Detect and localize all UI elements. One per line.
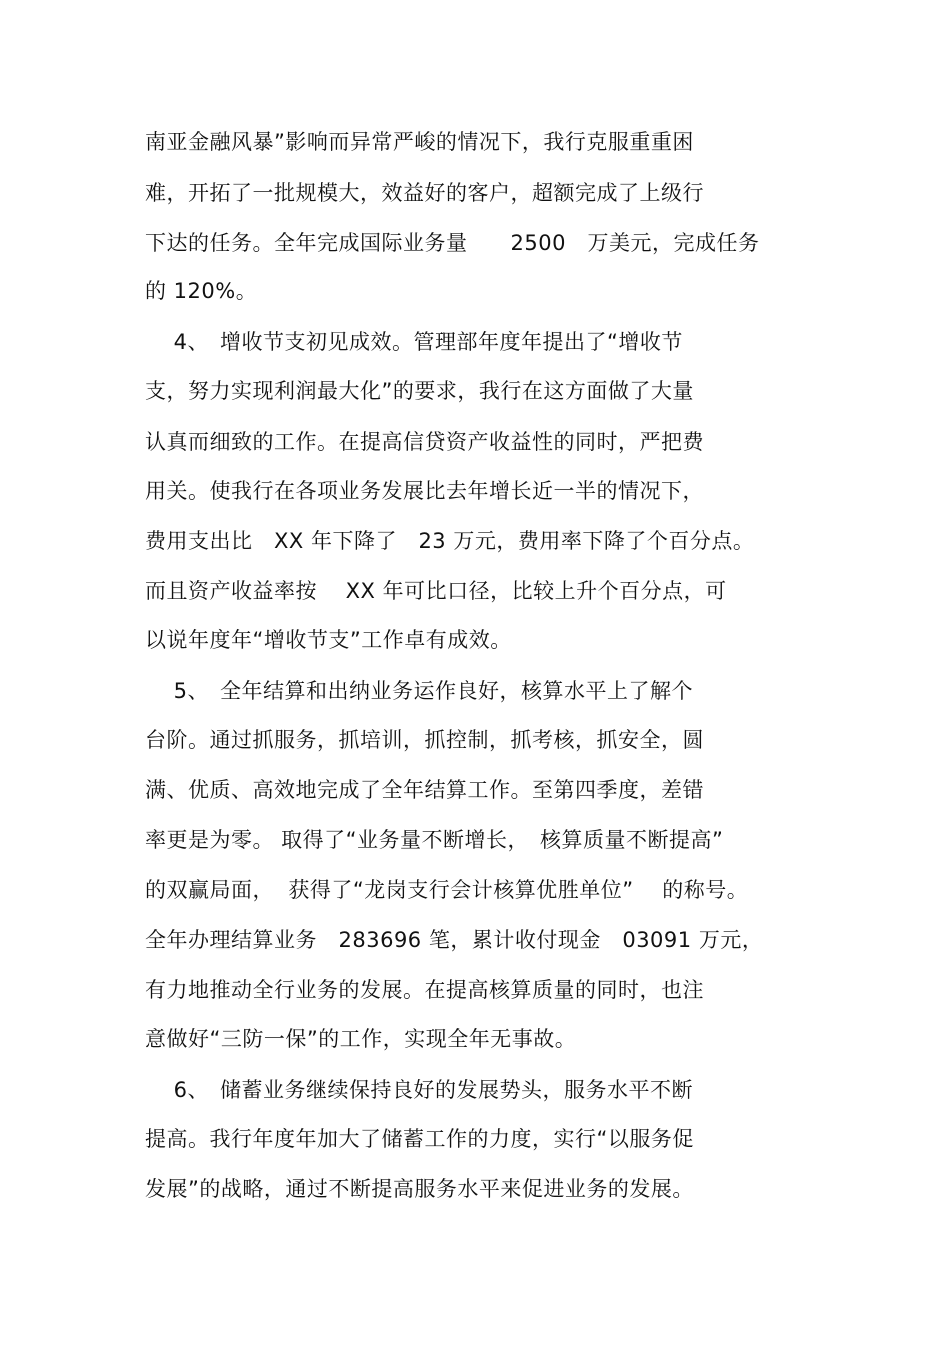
text-line: 的 120%。 xyxy=(145,279,258,303)
text-line: 而且资产收益率按 XX 年可比口径，比较上升个百分点，可 xyxy=(145,579,727,603)
text-line: 下达的任务。全年完成国际业务量 2500 万美元，完成任务 xyxy=(145,231,760,255)
text-line: 以说年度年“增收节支”工作卓有成效。 xyxy=(145,628,512,652)
text-line: 提高。我行年度年加大了储蓄工作的力度，实行“以服务促 xyxy=(145,1127,694,1151)
text-line: 4、 增收节支初见成效。管理部年度年提出了“增收节 xyxy=(145,330,683,354)
text-line: 全年办理结算业务 283696 笔，累计收付现金 03091 万元， xyxy=(145,928,764,952)
text-line: 用关。使我行在各项业务发展比去年增长近一半的情况下， xyxy=(145,479,704,503)
text-line: 费用支出比 XX 年下降了 23 万元，费用率下降了个百分点。 xyxy=(145,529,755,553)
text-line: 台阶。通过抓服务，抓培训，抓控制，抓考核，抓安全，圆 xyxy=(145,728,704,752)
text-line: 有力地推动全行业务的发展。在提高核算质量的同时，也注 xyxy=(145,978,704,1002)
text-line: 6、 储蓄业务继续保持良好的发展势头，服务水平不断 xyxy=(145,1078,694,1102)
text-line: 满、优质、高效地完成了全年结算工作。至第四季度，差错 xyxy=(145,778,704,802)
text-line: 5、 全年结算和出纳业务运作良好，核算水平上了解个 xyxy=(145,679,694,703)
text-line: 意做好“三防一保”的工作，实现全年无事故。 xyxy=(145,1027,577,1051)
text-line: 率更是为零。 取得了“业务量不断增长， 核算质量不断提高” xyxy=(145,828,724,852)
text-line: 认真而细致的工作。在提高信贷资产收益性的同时，严把费 xyxy=(145,430,704,454)
text-line: 支，努力实现利润最大化”的要求，我行在这方面做了大量 xyxy=(145,379,694,403)
text-line: 发展”的战略，通过不断提高服务水平来促进业务的发展。 xyxy=(145,1177,694,1201)
text-line: 的双赢局面， 获得了“龙岗支行会计核算优胜单位” 的称号。 xyxy=(145,878,749,902)
text-line: 难，开拓了一批规模大，效益好的客户，超额完成了上级行 xyxy=(145,181,704,205)
text-line: 南亚金融风暴”影响而异常严峻的情况下，我行克服重重困 xyxy=(145,130,694,154)
